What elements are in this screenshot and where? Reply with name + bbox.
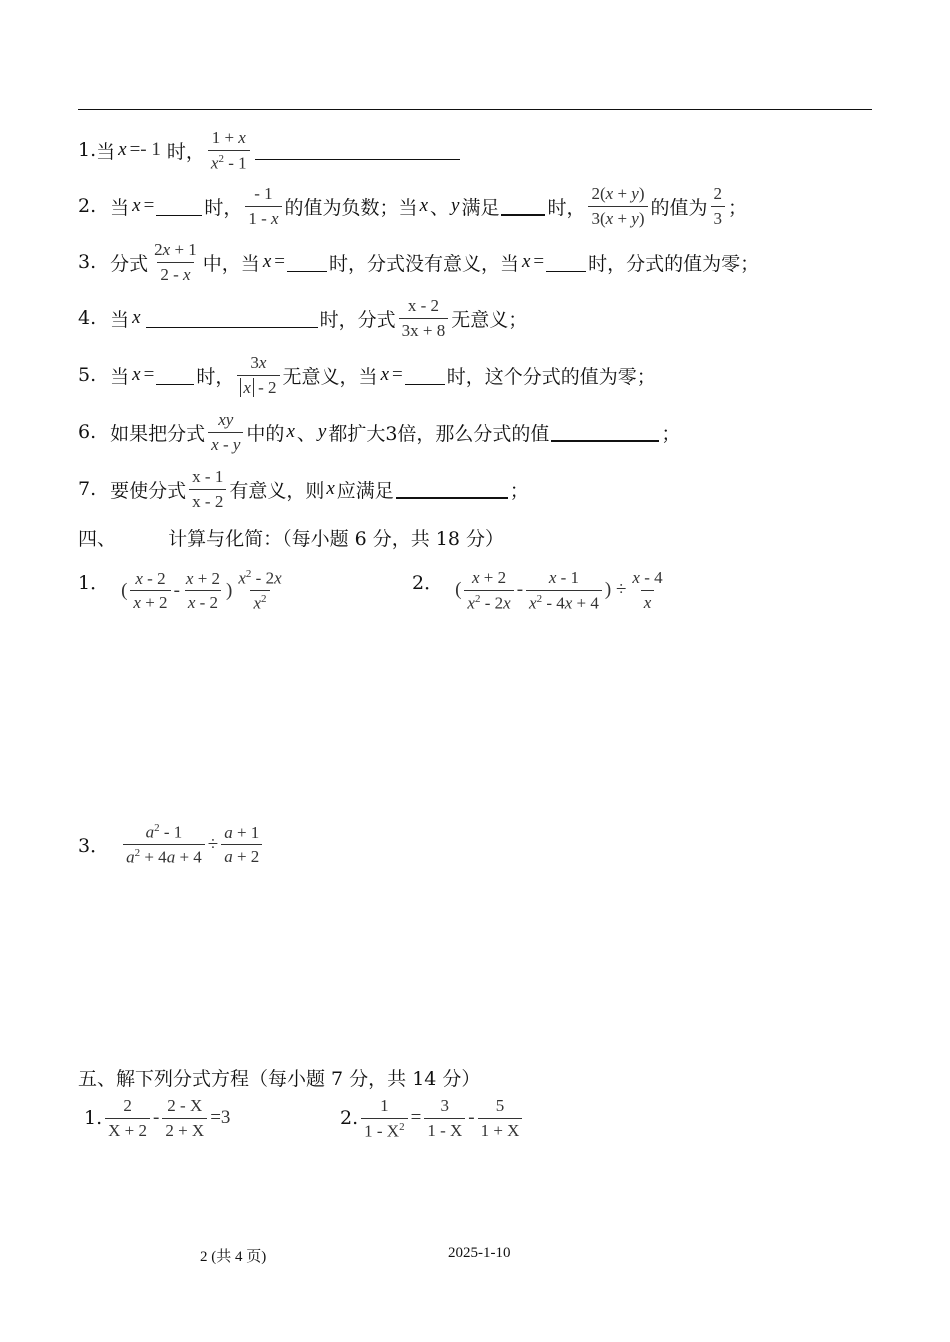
- fraction: $\frac{x - 1}{x^2 - 4x + 4}$: [526, 568, 602, 613]
- fraction: $\frac{1 + x}{x^2 - 1}$: [208, 128, 250, 173]
- fraction: $\frac{a + 1}{a + 2}$: [221, 823, 262, 867]
- calc-item-1: 1． ( $\frac{x - 2}{x + 2}$ - $\frac{x + 2}{x - 2}$ ) $\frac{x^2 - 2x}{x^2}$: [78, 568, 288, 613]
- fraction: $\frac{2(x + y)}{3(x + y)}$: [588, 184, 647, 228]
- section-5-heading: 五、解下列分式方程（每小题 7 分，共 14 分）: [78, 1068, 481, 1090]
- fraction: $\frac{3x}{x - 2}$: [237, 353, 279, 397]
- fraction: $\frac{3}{1 - X}$: [424, 1096, 465, 1140]
- answer-blank[interactable]: [156, 197, 202, 216]
- answer-blank[interactable]: [255, 141, 460, 160]
- equation-1: 1. $\frac{2}{X + 2}$ - $\frac{2 - X}{2 + X}$ =3: [84, 1096, 231, 1140]
- fraction: $\frac{2}{3}$: [711, 184, 726, 228]
- calc-item-3: 3． $\frac{a^2 - 1}{a^2 + 4a + 4}$ ÷ $\frac{a + 1}{a + 2}$: [78, 822, 265, 867]
- fraction: $\frac{x - 2}{x + 2}$: [130, 569, 170, 613]
- fraction: $\frac{a^2 - 1}{a^2 + 4a + 4}$: [123, 822, 205, 867]
- header-rule: [78, 109, 872, 110]
- answer-blank[interactable]: [287, 253, 327, 272]
- fraction: $\frac{1}{1 - X^2}$: [361, 1096, 407, 1141]
- calc-item-2: 2． ( $\frac{x + 2}{x^2 - 2x}$ - $\frac{x - 1}{x^2 - 4x + 4}$ ) ÷ $\frac{x - 4}{x}$: [412, 568, 669, 613]
- problem-7: 7. 要使分式 $\frac{x - 1}{x - 2}$ 有意义，则 x 应满足 ；: [78, 467, 529, 511]
- problem-6: 6. 如果把分式 $\frac{xy}{x - y}$ 中的 x 、 y 都扩大3倍，那么分式的值 ；: [78, 410, 681, 454]
- section-4-heading: 四、 计算与化简：（每小题 6 分，共 18 分）: [78, 528, 504, 550]
- fraction: $\frac{x^2 - 2x}{x^2}$: [238, 568, 282, 613]
- answer-blank[interactable]: [396, 479, 508, 499]
- equation-2: 2. $\frac{1}{1 - X^2}$ = $\frac{3}{1 - X}$ - $\frac{5}{1 + X}$: [340, 1096, 525, 1141]
- answer-blank[interactable]: [546, 253, 586, 272]
- fraction: $\frac{2}{X + 2}$: [105, 1096, 150, 1140]
- answer-blank[interactable]: [501, 196, 545, 216]
- fraction: $\frac{- 1}{1 - x}$: [245, 184, 281, 228]
- fraction: $\frac{2x + 1}{2 - x}$: [154, 240, 197, 284]
- answer-blank[interactable]: [156, 366, 194, 385]
- problem-4: 4. 当 x 时，分式 $\frac{x - 2}{3x + 8}$ 无意义；: [78, 296, 528, 340]
- fraction: $\frac{2 - X}{2 + X}$: [162, 1096, 207, 1140]
- problem-3: 3. 分式 $\frac{2x + 1}{2 - x}$ 中，当 x = 时，分式没有意义，当 x = 时，分式的值为零；: [78, 240, 760, 284]
- fraction: $\frac{x - 2}{3x + 8}$: [399, 296, 449, 340]
- problem-1: 1. 当 x =- 1 时， $\frac{1 + x}{x^2 - 1}$: [78, 128, 462, 173]
- page-number: 2 (共 4 页): [200, 1249, 267, 1265]
- fraction: $\frac{xy}{x - y}$: [208, 410, 243, 454]
- fraction: $\frac{x + 2}{x - 2}$: [185, 568, 221, 613]
- fraction: $\frac{x - 4}{x}$: [632, 568, 663, 612]
- answer-blank[interactable]: [146, 309, 318, 328]
- fraction: $\frac{x + 2}{x^2 - 2x}$: [464, 568, 513, 613]
- footer-date: 2025-1-10: [448, 1245, 511, 1261]
- problem-5: 5. 当 x = 时， $\frac{3x}{x - 2}$ 无意义，当 x = 时，这个分式的值为零；: [78, 353, 656, 397]
- fraction: $\frac{x - 1}{x - 2}$: [189, 467, 226, 511]
- answer-blank[interactable]: [551, 422, 659, 442]
- problem-2: 2. 当 x = 时， $\frac{- 1}{1 - x}$ 的值为负数；当 x 、 y 满足 时， $\frac{2(x + y)}{3(x + y)}$ 的值为 $\frac{2}{3}$ ；: [78, 184, 748, 228]
- fraction: $\frac{5}{1 + X}$: [478, 1096, 523, 1140]
- answer-blank[interactable]: [405, 366, 445, 385]
